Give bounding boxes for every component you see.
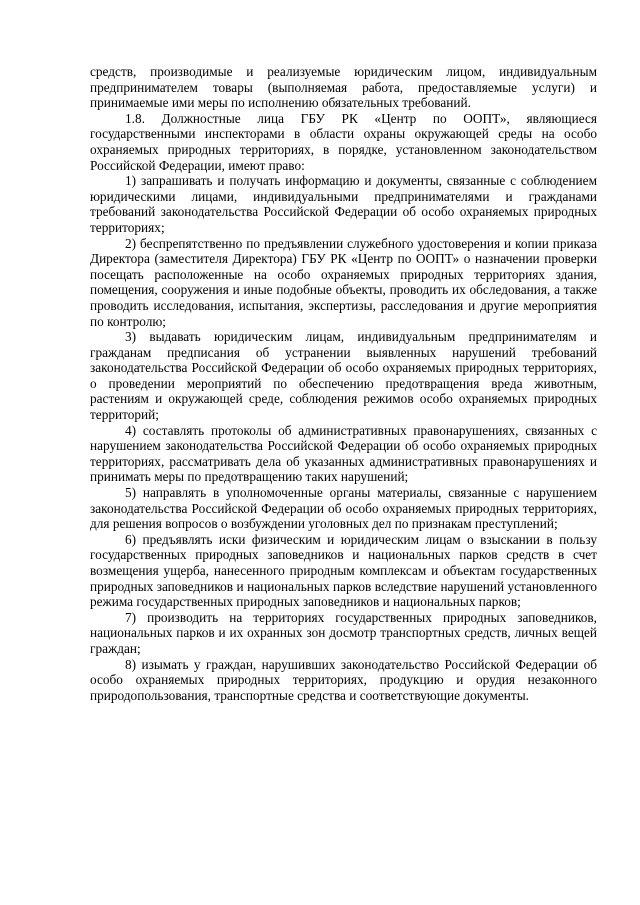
paragraph-clause-1-8: 1.8. Должностные лица ГБУ РК «Центр по ООПТ», являющиеся государственными инспекторами в области охраны окружающей среды на особо охраняемых природных территориях, в порядке, установленном законодательством Российской Федерации, имеют право:: [90, 110, 597, 173]
list-item-6: 6) предъявлять иски физическим и юридическим лицам о взыскании в пользу государственных природных заповедников и национальных парков средств в счет возмещения ущерба, нанесенного природным комплексам и объектам государственных природных заповедников и национальных парков вследствие нарушений установленного режима государственных природных заповедников и национальных парков;: [90, 531, 597, 610]
list-item-7: 7) производить на территориях государственных природных заповедников, национальных парков и их охранных зон досмотр транспортных средств, личных вещей граждан;: [90, 609, 597, 656]
list-item-1: 1) запрашивать и получать информацию и документы, связанные с соблюдением юридическими лицами, индивидуальными предпринимателями и гражданами требований законодательства Российской Федерации об особо охраняемых природных территориях;: [90, 173, 597, 235]
list-item-3: 3) выдавать юридическим лицам, индивидуальным предпринимателям и гражданам предписания об устранении выявленных нарушений требований законодательства Российской Федерации об особо охраняемых природных территориях, о проведении мероприятий по обеспечению предотвращения вреда животным, растениям и окружающей среде, соблюдения режимов особо охраняемых природных территорий;: [90, 329, 597, 423]
list-item-5: 5) направлять в уполномоченные органы материалы, связанные с нарушением законодательства Российской Федерации об особо охраняемых природных территориях, для решения вопросов о возбуждении уголовных дел по признакам преступлений;: [90, 485, 597, 532]
document-page: [90, 64, 597, 703]
list-item-2: 2) беспрепятственно по предъявлении служебного удостоверения и копии приказа Директора (заместителя Директора) ГБУ РК «Центр по ООПТ» о назначении проверки посещать расположенные на особо охраняемых природных территориях здания, помещения, сооружения и иные подобные объекты, проводить их обследования, а также проводить исследования, испытания, экспертизы, расследования и другие мероприятия по контролю;: [90, 235, 597, 329]
paragraph-continuation: средств, производимые и реализуемые юридическим лицом, индивидуальным предпринимателем товары (выполняемая работа, предоставляемые услуги) и принимаемые ими меры по исполнению обязательных требований.: [90, 64, 597, 111]
list-item-4: 4) составлять протоколы об административных правонарушениях, связанных с нарушением законодательства Российской Федерации об особо охраняемых природных территориях, рассматривать дела об указанных административных правонарушениях и принимать меры по предотвращению таких нарушений;: [90, 422, 597, 485]
list-item-8: 8) изымать у граждан, нарушивших законодательство Российской Федерации об особо охраняемых природных территориях, продукцию и орудия незаконного природопользования, транспортные средства и соответствующие документы.: [90, 656, 597, 703]
